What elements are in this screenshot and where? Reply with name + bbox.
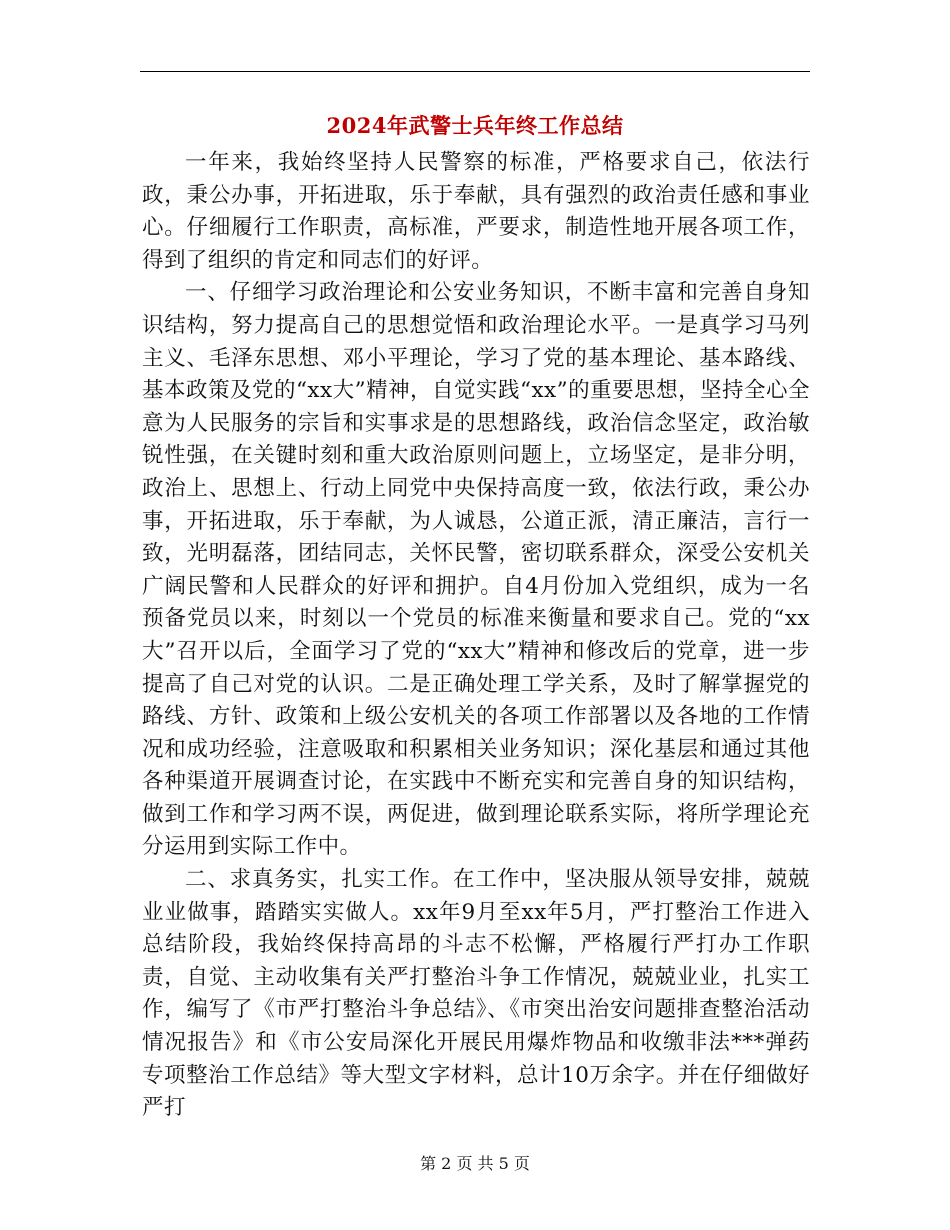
page-number-label: 第 2 页 共 5 页 xyxy=(420,1154,530,1173)
document-title: 2024年武警士兵年终工作总结 xyxy=(326,113,624,138)
header-rule xyxy=(140,71,810,72)
paragraph-section-one: 一、仔细学习政治理论和公安业务知识，不断丰富和完善自身知识结构，努力提高自己的思想觉悟和政治理论水平。一是真学习马列主义、毛泽东思想、邓小平理论，学习了党的基本理论、基本路线、基本政策及党的“xx大”精神，自觉实践“xx”的重要思想，坚持全心全意为人民服务的宗旨和实事求是的思想路线，政治信念坚定，政治敏锐性强，在关键时刻和重大政治原则问题上，立场坚定，是非分明，政治上、思想上、行动上同党中央保持高度一致，依法行政，秉公办事，开拓进取，乐于奉献，为人诚恳，公道正派，清正廉洁，言行一致，光明磊落，团结同志，关怀民警，密切联系群众，深受公安机关广阔民警和人民群众的好评和拥护。自4月份加入党组织，成为一名预备党员以来，时刻以一个党员的标准来衡量和要求自己。党的“xx大”召开以后，全面学习了党的“xx大”精神和修改后的党章，进一步提高了自己对党的认识。二是正确处理工学关系，及时了解掌握党的路线、方针、政策和上级公安机关的各项工作部署以及各地的工作情况和成功经验，注意吸取和积累相关业务知识；深化基层和通过其他各种渠道开展调查讨论，在实践中不断充实和完善自身的知识结构，做到工作和学习两不误，两促进，做到理论联系实际，将所学理论充分运用到实际工作中。 xyxy=(142,280,810,860)
document-body xyxy=(142,147,810,1125)
page-number-footer xyxy=(140,1153,810,1175)
paragraph-section-two: 二、求真务实，扎实工作。在工作中，坚决服从领导安排，兢兢业业做事，踏踏实实做人。xx年9月至xx年5月，严打整治工作进入总结阶段，我始终保持高昂的斗志不松懈，严格履行严打办工作职责，自觉、主动收集有关严打整治斗争工作情况，兢兢业业，扎实工作，编写了《市严打整治斗争总结》、《市突出治安问题排查整治活动情况报告》和《市公安局深化开展民用爆炸物品和收缴非法***弹药专项整治工作总结》等大型文字材料，总计10万余字。并在仔细做好严打 xyxy=(142,867,810,1121)
paragraph-intro: 一年来，我始终坚持人民警察的标准，严格要求自己，依法行政，秉公办事，开拓进取，乐于奉献，具有强烈的政治责任感和事业心。仔细履行工作职责，高标准，严要求，制造性地开展各项工作，得到了组织的肯定和同志们的好评。 xyxy=(142,150,810,273)
